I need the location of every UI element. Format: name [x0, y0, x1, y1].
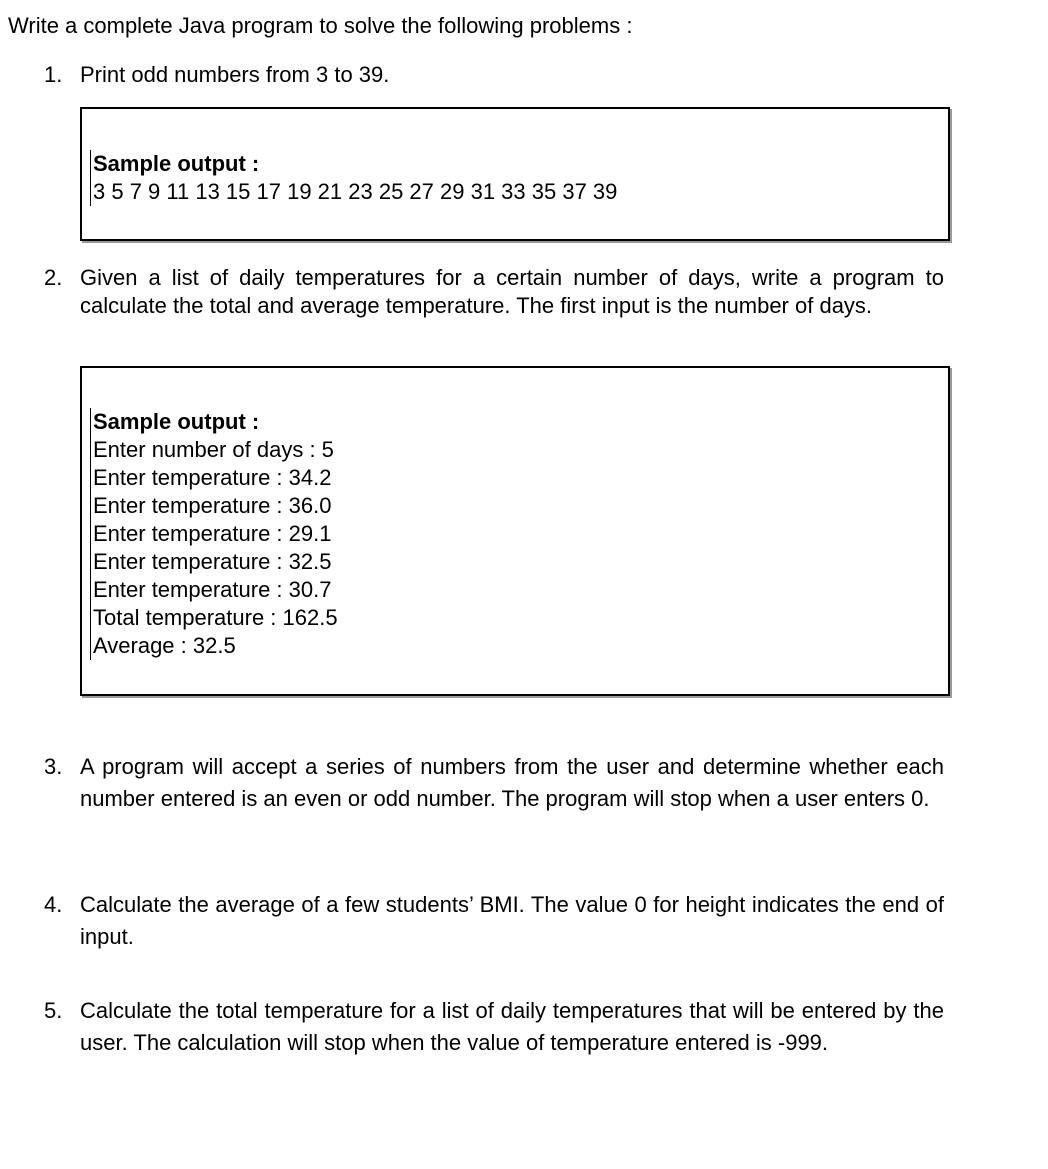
problem-number: 4. [44, 892, 63, 917]
problem-2 [44, 264, 944, 320]
problem-5 [44, 995, 944, 1059]
sample-output-line: 3 5 7 9 11 13 15 17 19 21 23 25 27 29 31 33 35 37 39 [93, 179, 618, 204]
sample-output-line: Enter temperature : 29.1 [93, 521, 332, 546]
problem-4 [44, 889, 944, 953]
sample-output-content [90, 408, 338, 660]
sample-output-line: Enter temperature : 30.7 [93, 577, 332, 602]
sample-output-line: Enter number of days : 5 [93, 437, 334, 462]
sample-output-line: Enter temperature : 36.0 [93, 493, 332, 518]
problem-text: Calculate the average of a few students’ BMI. The value 0 for height indicates the end of input. [80, 892, 944, 949]
sample-output-line: Average : 32.5 [93, 633, 236, 658]
sample-output-line: Enter temperature : 34.2 [93, 465, 332, 490]
sample-output-line: Total temperature : 162.5 [93, 605, 338, 630]
intro-text: Write a complete Java program to solve the following problems : [8, 13, 633, 38]
problem-number: 1. [44, 62, 63, 87]
sample-output-title: Sample output : [93, 151, 260, 176]
sample-output-content [90, 150, 617, 206]
problem-number: 5. [44, 998, 63, 1023]
problem-text: Given a list of daily temperatures for a certain number of days, write a program to calculate the total and average temperature. The first input is the number of days. [80, 265, 944, 318]
problem-number: 3. [44, 754, 63, 779]
sample-output-box-2 [80, 366, 950, 696]
sample-output-box-1 [80, 107, 950, 241]
sample-output-title: Sample output : [93, 409, 260, 434]
problem-text: A program will accept a series of numbers from the user and determine whether each number entered is an even or odd number. The program will stop when a user enters 0. [80, 754, 944, 811]
problem-text: Print odd numbers from 3 to 39. [80, 62, 390, 87]
problem-3 [44, 751, 944, 815]
problem-1 [44, 61, 944, 89]
problem-text: Calculate the total temperature for a list of daily temperatures that will be entered by the user. The calculation will stop when the value of temperature entered is -999. [80, 998, 944, 1055]
problem-number: 2. [44, 265, 63, 290]
sample-output-line: Enter temperature : 32.5 [93, 549, 332, 574]
